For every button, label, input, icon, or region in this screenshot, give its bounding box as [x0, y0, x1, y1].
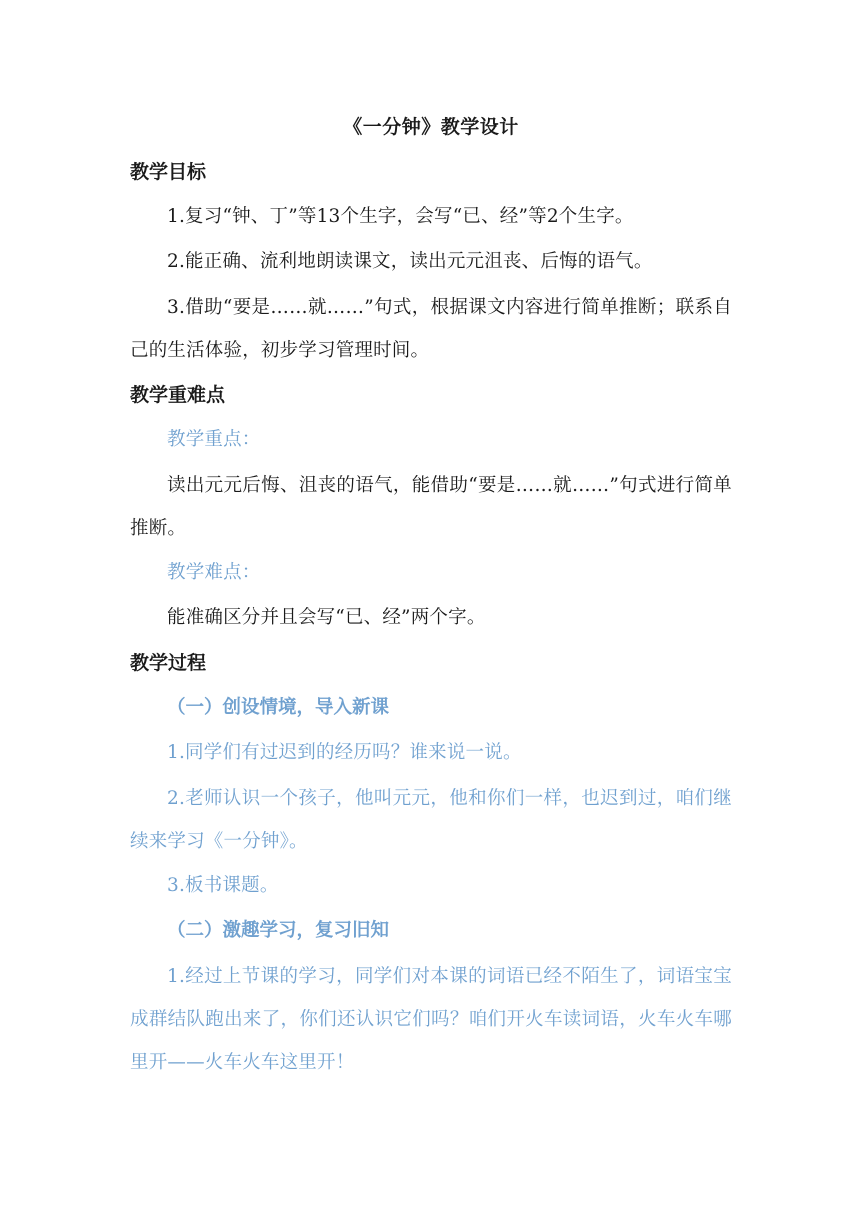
process-step: 2.老师认识一个孩子，他叫元元，他和你们一样，也迟到过，咱们继续来学习《一分钟》。 [130, 788, 732, 852]
document-title: 《一分钟》教学设计 [343, 116, 519, 138]
objective-item: 3.借助“要是……就……”句式，根据课文内容进行简单推断；联系自己的生活体验，初步学习管理时间。 [130, 297, 732, 361]
focus-label: 教学重点： [167, 429, 261, 450]
process-step: 3.板书课题。 [167, 875, 279, 896]
objective-item: 2.能正确、流利地朗读课文，读出元元沮丧、后悔的语气。 [167, 251, 653, 272]
process-step: 1.经过上节课的学习，同学们对本课的词语已经不陌生了，词语宝宝成群结队跑出来了，你们还认识它们吗？咱们开火车读词语，火车火车哪里开——火车火车这里开！ [130, 966, 732, 1073]
objective-item: 1.复习“钟、丁”等13个生字，会写“已、经”等2个生字。 [167, 206, 634, 227]
objectives-heading: 教学目标 [130, 161, 207, 183]
process-heading: 教学过程 [130, 652, 207, 674]
process-part2-title: （二）激趣学习，复习旧知 [167, 920, 390, 941]
key-points-heading: 教学重难点 [130, 384, 226, 406]
process-step: 1.同学们有过迟到的经历吗？谁来说一说。 [167, 742, 522, 763]
focus-text: 读出元元后悔、沮丧的语气，能借助“要是……就……”句式进行简单推断。 [130, 475, 732, 539]
process-part1-title: （一）创设情境，导入新课 [167, 697, 390, 718]
difficulty-label: 教学难点： [167, 562, 261, 583]
difficulty-text: 能准确区分并且会写“已、经”两个字。 [167, 607, 486, 628]
document-body [130, 112, 732, 1092]
